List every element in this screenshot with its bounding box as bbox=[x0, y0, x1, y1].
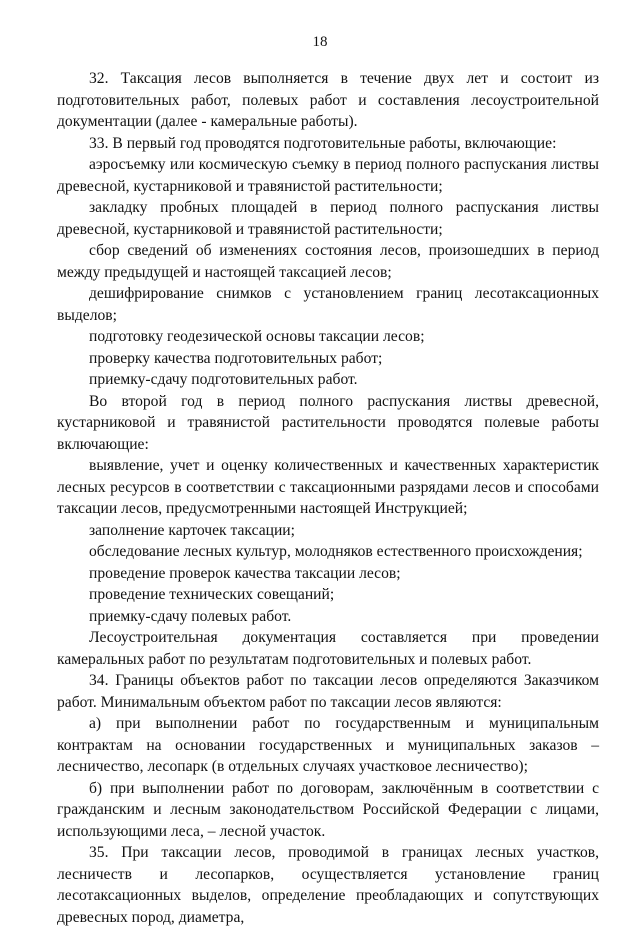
paragraph: аэросъемку или космическую съемку в период полного распускания листвы древесной, кустарниковой и травянистой растительности; bbox=[57, 156, 599, 195]
paragraph: 32. Таксация лесов выполняется в течение двух лет и состоит из подготовительных работ, полевых работ и составления лесоустроительной документации (далее - камеральные работы). bbox=[57, 70, 599, 130]
paragraph: приемку-сдачу полевых работ. bbox=[89, 607, 292, 625]
paragraph: заполнение карточек таксации; bbox=[89, 521, 295, 539]
paragraph: Лесоустроительная документация составляется при проведении камеральных работ по результатам подготовительных и полевых работ. bbox=[57, 629, 599, 668]
paragraph: 34. Границы объектов работ по таксации лесов определяются Заказчиком работ. Минимальным объектом работ по таксации лесов являются: bbox=[57, 672, 599, 711]
paragraph: дешифрирование снимков с установлением границ лесотаксационных выделов; bbox=[57, 285, 599, 324]
paragraph: 33. В первый год проводятся подготовительные работы, включающие: bbox=[89, 134, 557, 152]
paragraph: проверку качества подготовительных работ; bbox=[89, 349, 383, 367]
paragraph: 35. При таксации лесов, проводимой в границах лесных участков, лесничеств и лесопарков, осуществляется установление границ лесотаксационных выделов, определение преобладающих и сопутствующих древесных пород, диаметра, bbox=[57, 844, 599, 926]
paragraph: проведение технических совещаний; bbox=[89, 586, 335, 603]
page-number: 18 bbox=[312, 34, 328, 50]
paragraph: проведение проверок качества таксации лесов; bbox=[89, 564, 401, 582]
paragraph: выявление, учет и оценку количественных и качественных характеристик лесных ресурсов в соответствии с таксационными разрядами лесов и способами таксации лесов, предусмотренными настоящей Инструкцией; bbox=[57, 457, 599, 517]
paragraph: а) при выполнении работ по государственным и муниципальным контрактам на основании государственных и муниципальных заказов – лесничество, лесопарк (в отдельных случаях участковое лесничество); bbox=[57, 715, 599, 775]
paragraph: подготовку геодезической основы таксации лесов; bbox=[89, 328, 425, 345]
paragraph: б) при выполнении работ по договорам, заключённым в соответствии с гражданским и лесным законодательством Российской Федерации с лицами, использующими леса, – лесной участок. bbox=[57, 779, 599, 840]
paragraph: обследование лесных культур, молодняков естественного происхождения; bbox=[89, 543, 583, 560]
paragraph: сбор сведений об изменениях состояния лесов, произошедших в период между предыдущей и настоящей таксацией лесов; bbox=[57, 242, 599, 281]
paragraph: приемку-сдачу подготовительных работ. bbox=[89, 371, 358, 388]
paragraph: закладку пробных площадей в период полного распускания листвы древесной, кустарниковой и травянистой растительности; bbox=[57, 199, 599, 238]
paragraph: Во второй год в период полного распускания листвы древесной, кустарниковой и травянистой растительности проводятся полевые работы включающие: bbox=[57, 392, 599, 453]
document-body bbox=[57, 68, 599, 928]
